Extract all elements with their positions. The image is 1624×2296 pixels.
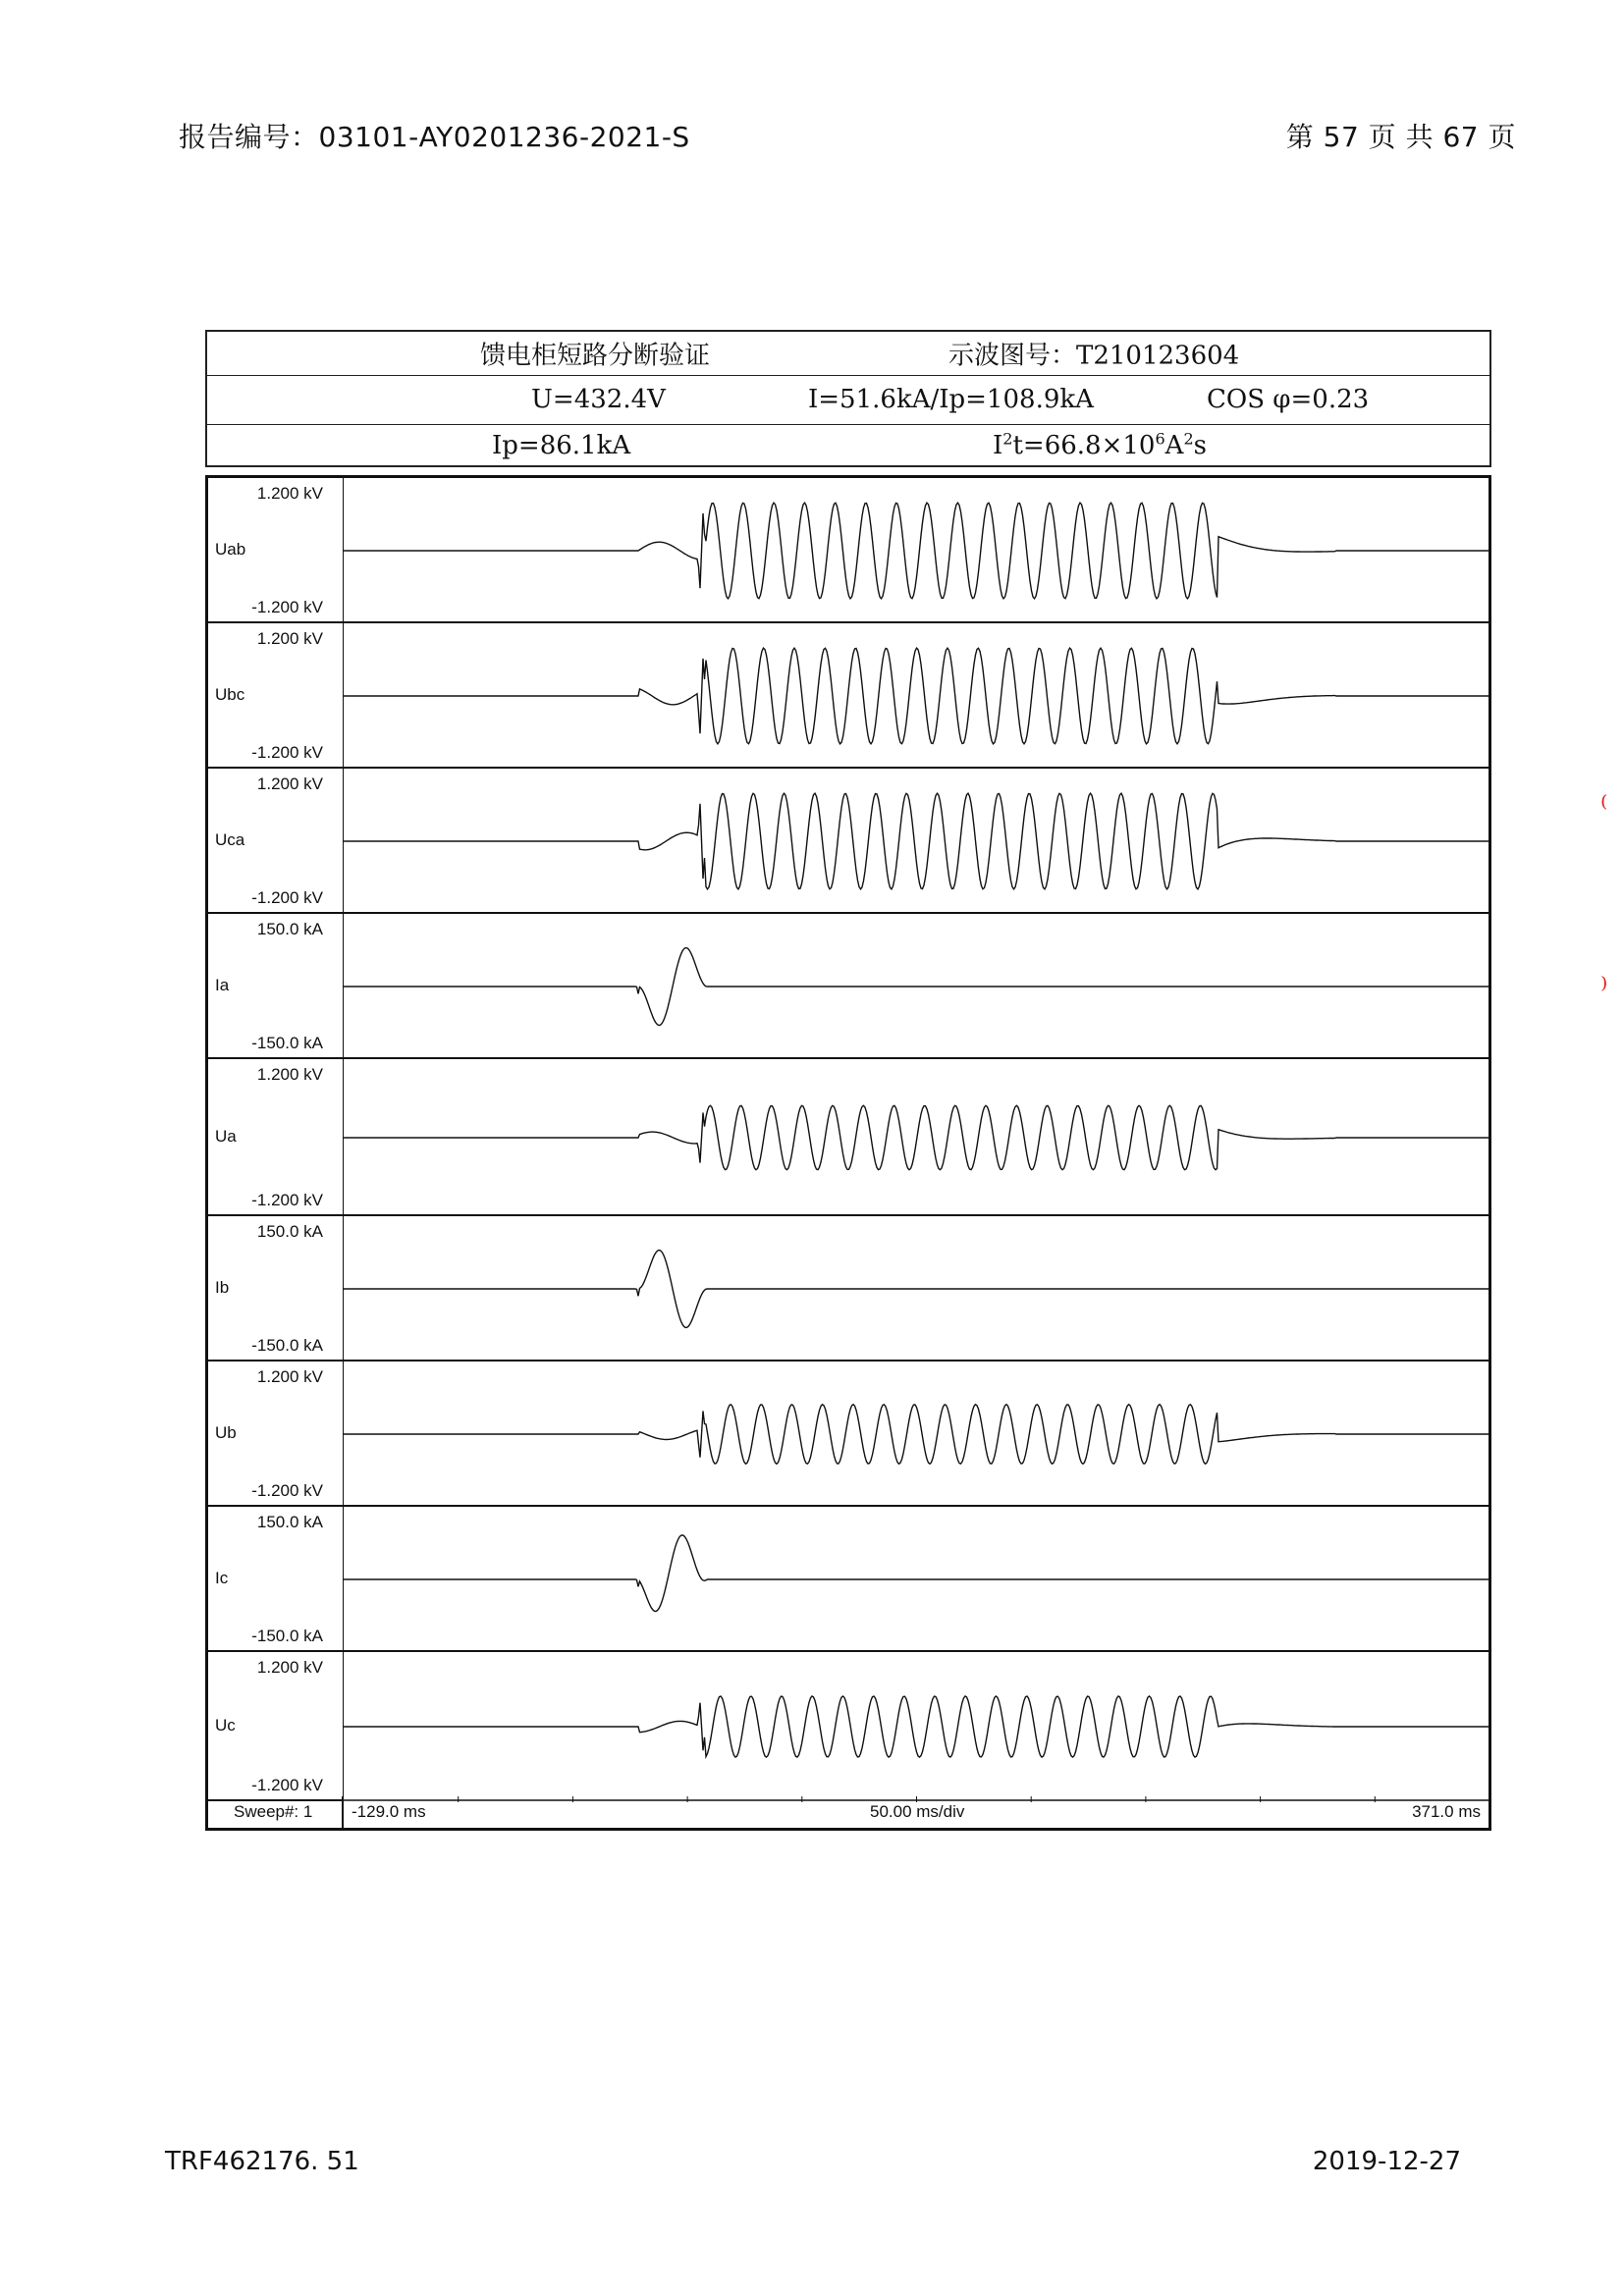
form-code: TRF462176. 51	[165, 2147, 359, 2176]
waveform-ua	[344, 1105, 1489, 1169]
sweep-divider	[342, 1796, 343, 1828]
channel-max: 1.200 kV	[256, 1367, 323, 1386]
channel-name: Ubc	[215, 685, 245, 704]
channel-name: Ua	[215, 1127, 237, 1146]
channel-label-uca	[208, 769, 343, 914]
waveform-uca	[344, 793, 1489, 889]
seal-fragment-mark: ⁽	[1600, 790, 1608, 825]
form-date: 2019-12-27	[1312, 2147, 1461, 2176]
waveforms-svg	[344, 478, 1489, 1802]
channel-min: -1.200 kV	[251, 1776, 323, 1794]
channel-max: 1.200 kV	[256, 774, 323, 793]
oscilloscope-panel	[205, 475, 1491, 1831]
test-title: 馈电柜短路分断验证	[480, 341, 711, 371]
channel-min: -1.200 kV	[251, 743, 323, 762]
waveform-ib	[344, 1251, 1489, 1328]
channel-name: Uca	[215, 830, 245, 849]
channel-label-uc	[208, 1652, 343, 1801]
channel-min: -150.0 kA	[251, 1336, 323, 1355]
channel-name: Ic	[215, 1569, 229, 1587]
time-start: -129.0 ms	[352, 1802, 426, 1821]
voltage-value: U=432.4V	[531, 385, 666, 414]
oscillogram-number: 示波图号：T210123604	[948, 341, 1240, 371]
waveform-uab	[344, 503, 1489, 599]
channel-label-ic	[208, 1507, 343, 1652]
channel-label-ia	[208, 914, 343, 1059]
channel-max: 150.0 kA	[256, 920, 323, 938]
channel-min: -1.200 kV	[251, 1191, 323, 1209]
info-row-params	[207, 375, 1489, 425]
seal-fragment-mark: ⁾	[1600, 972, 1608, 1006]
channel-min: -1.200 kV	[251, 598, 323, 616]
time-axis-bar	[208, 1796, 1489, 1828]
channel-max: 1.200 kV	[256, 484, 323, 503]
channel-min: -1.200 kV	[251, 1481, 323, 1500]
channel-max: 150.0 kA	[256, 1222, 323, 1241]
peak-current: Ip=86.1kA	[492, 431, 631, 460]
info-row-title	[207, 332, 1489, 376]
waveform-area	[344, 478, 1489, 1802]
channel-max: 150.0 kA	[256, 1513, 323, 1531]
channel-label-ua	[208, 1059, 343, 1216]
channel-max: 1.200 kV	[256, 1065, 323, 1084]
channel-labels	[208, 478, 344, 1828]
waveform-ubc	[344, 648, 1489, 744]
waveform-ic	[344, 1535, 1489, 1612]
channel-name: Ub	[215, 1423, 237, 1442]
time-end: 371.0 ms	[1412, 1802, 1481, 1821]
channel-min: -150.0 kA	[251, 1034, 323, 1052]
time-per-div: 50.00 ms/div	[870, 1802, 965, 1821]
channel-label-uab	[208, 478, 343, 623]
test-info-table	[205, 330, 1491, 467]
channel-min: -1.200 kV	[251, 888, 323, 907]
sweep-number: Sweep#: 1	[234, 1802, 313, 1821]
channel-name: Uab	[215, 540, 246, 559]
channel-name: Ia	[215, 976, 230, 994]
channel-max: 1.200 kV	[256, 629, 323, 648]
waveform-ia	[344, 948, 1489, 1026]
info-row-peak	[207, 424, 1489, 467]
current-value: I=51.6kA/Ip=108.9kA	[808, 385, 1094, 414]
page-indicator: 第 57 页 共 67 页	[1285, 121, 1516, 153]
i2t-value: $I^2t=66.8\times 10^6A^2s$	[993, 429, 1207, 460]
channel-min: -150.0 kA	[251, 1627, 323, 1645]
channel-max: 1.200 kV	[256, 1658, 323, 1677]
channel-name: Ib	[215, 1278, 230, 1297]
channel-label-ub	[208, 1362, 343, 1507]
waveform-ub	[344, 1405, 1489, 1465]
power-factor: COS φ=0.23	[1207, 385, 1370, 414]
channel-label-ib	[208, 1216, 343, 1362]
waveform-uc	[344, 1696, 1489, 1757]
channel-name: Uc	[215, 1716, 236, 1735]
channel-label-ubc	[208, 623, 343, 769]
report-number: 报告编号：03101-AY0201236-2021-S	[179, 121, 690, 153]
